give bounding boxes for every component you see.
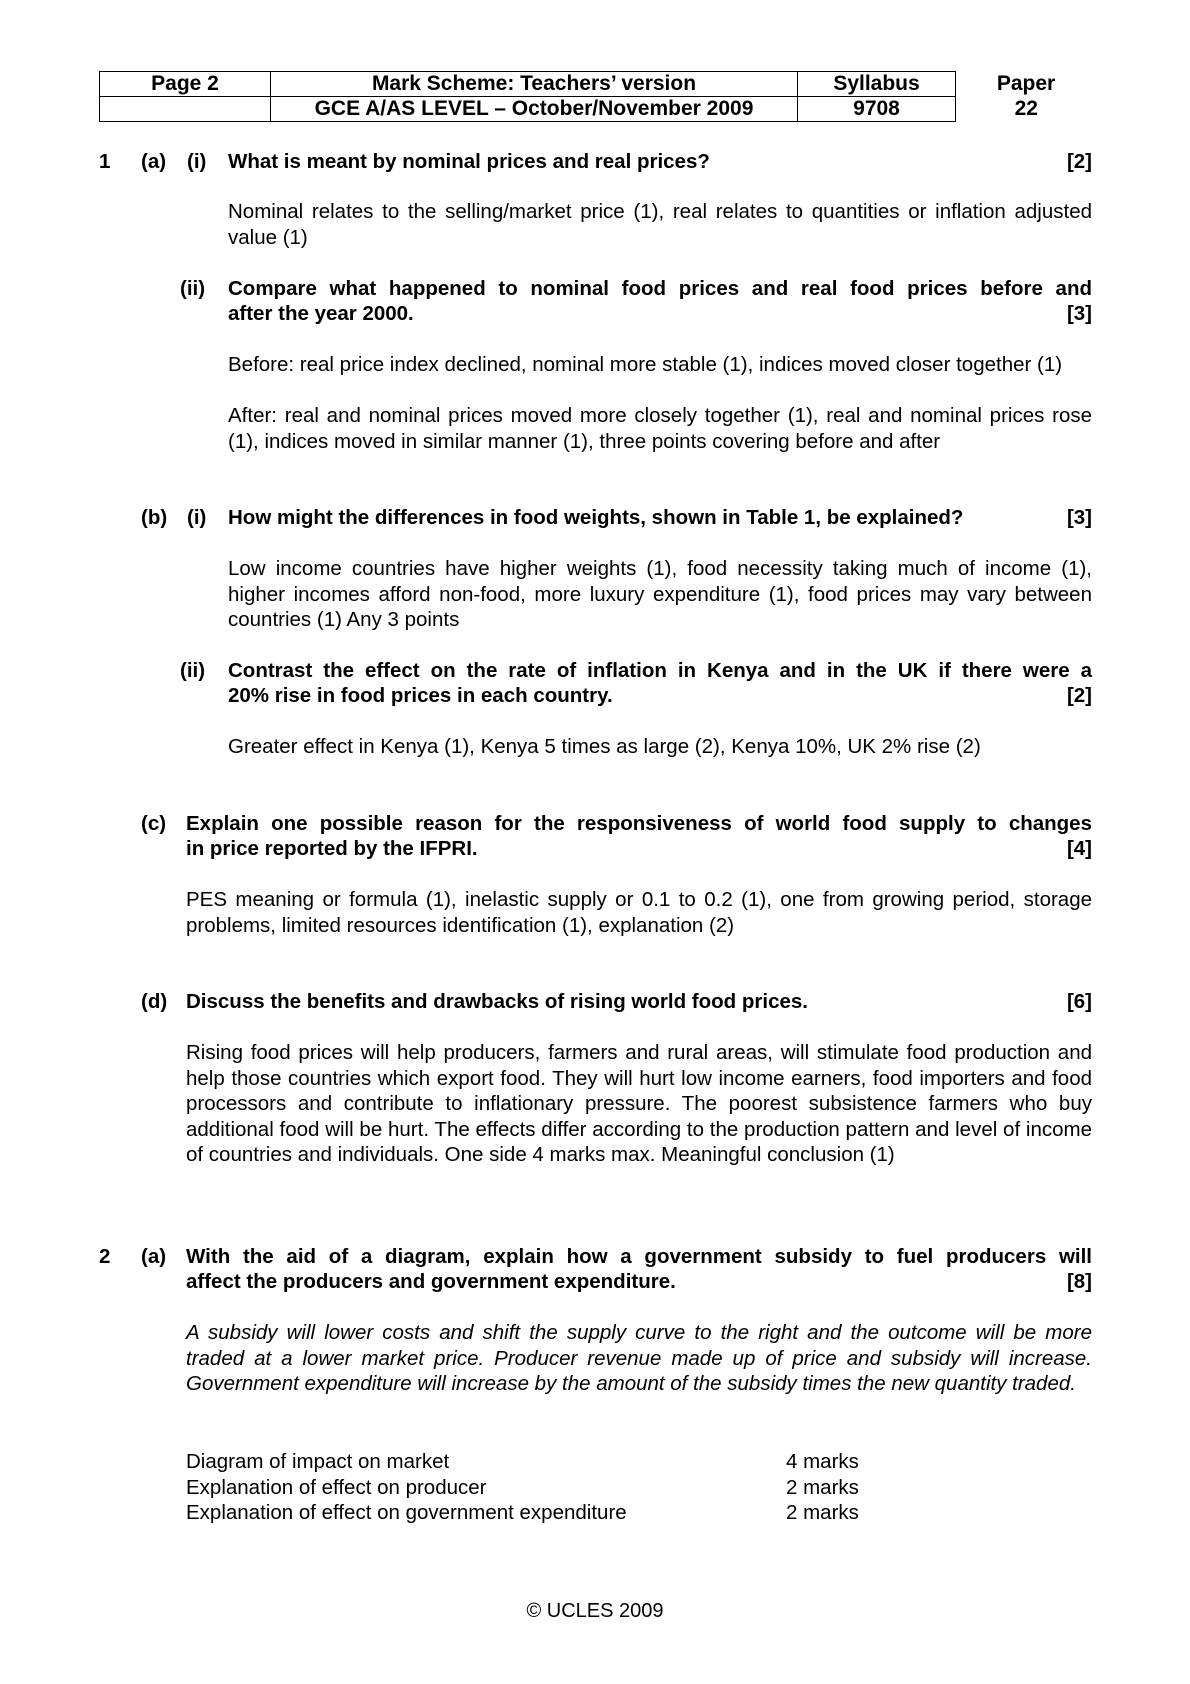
mark-allocation-marks: 2 marks [786,1501,859,1524]
q1d-label: (d) [141,990,168,1013]
q1ai-question: What is meant by nominal prices and real prices? [228,150,710,173]
footer-copyright: © UCLES 2009 [526,1600,664,1622]
q1bii-label: (ii) [180,659,206,682]
q1ai-answer: Nominal relates to the selling/market price (1), real relates to quantities or inflation adjusted value (1) [228,200,1092,249]
q2a-question-line1: With the aid of a diagram, explain how a government subsidy to fuel producers will [186,1245,1092,1268]
q1d-question: Discuss the benefits and drawbacks of rising world food prices. [186,990,808,1013]
q1bi-label: (i) [187,506,207,529]
mark-allocation-row [186,1449,859,1475]
q1c-marks: [4] [1066,837,1092,860]
header-title: Mark Scheme: Teachers’ version [271,72,798,97]
header-table [99,71,1097,122]
mark-allocation-table [186,1449,859,1526]
header-paper-number: 22 [1014,97,1038,120]
q1aii-answer-after: After: real and nominal prices moved more closely together (1), real and nominal prices rose (1), indices moved in similar manner (1), three points covering before and after [228,404,1092,453]
q1c-answer: PES meaning or formula (1), inelastic supply or 0.1 to 0.2 (1), one from growing period, storage problems, limited resources identification (1), explanation (2) [186,888,1092,937]
q1d-answer: Rising food prices will help producers, farmers and rural areas, will stimulate food production and help those countries which export food. They will hurt low income earners, food importers and food processors and contribute to inflationary pressure. The poorest subsistence farmers who buy additional food will be hurt. The effects differ according to the production pattern and level of income of countries and individuals. One side 4 marks max. Meaningful conclusion (1) [186,1041,1092,1166]
header-paper-label: Paper [996,72,1056,95]
q1bi-marks: [3] [1066,506,1092,529]
q2a-marks: [8] [1066,1270,1092,1293]
mark-allocation-item: Explanation of effect on producer [186,1475,487,1499]
header-syllabus-code: 9708 [798,97,956,122]
mark-allocation-row [186,1475,859,1501]
q1bii-question-line1: Contrast the effect on the rate of inflation in Kenya and in the UK if there were a [228,659,1092,682]
mark-allocation-item: Explanation of effect on government expenditure [186,1501,627,1524]
q1-number: 1 [99,150,111,173]
header-exam: GCE A/AS LEVEL – October/November 2009 [271,97,798,122]
header-empty-cell [100,97,271,122]
header-page: Page 2 [100,72,271,97]
mark-allocation-marks: 4 marks [786,1450,859,1473]
q1bii-marks: [2] [1066,684,1092,707]
mark-allocation-item: Diagram of impact on market [186,1450,450,1473]
q2a-label: (a) [141,1245,167,1268]
q2a-answer: A subsidy will lower costs and shift the supply curve to the right and the outcome will be more traded at a lower market price. Producer revenue made up of price and subsidy will increase. Government expenditure will increase by the amount of the subsidy times the new quantity traded. [186,1321,1092,1395]
mark-allocation-row [186,1500,859,1526]
q1aii-question-line1: Compare what happened to nominal food prices and real food prices before and [228,277,1092,300]
q1ai-label: (i) [187,150,207,173]
q1c-question-line1: Explain one possible reason for the responsiveness of world food supply to changes [186,812,1092,835]
mark-allocation-marks: 2 marks [786,1475,859,1499]
q1bii-question-line2: 20% rise in food prices in each country. [228,684,613,707]
q2a-question-line2: affect the producers and government expenditure. [186,1270,676,1293]
q1aii-marks: [3] [1066,302,1092,325]
q1b-label: (b) [141,506,168,529]
q1ai-marks: [2] [1066,150,1092,173]
q1aii-question-line2: after the year 2000. [228,302,414,325]
q1bi-answer: Low income countries have higher weights (1), food necessity taking much of income (1), higher incomes afford non-food, more luxury expenditure (1), food prices may vary between countries (1) Any 3 points [228,557,1092,631]
q1c-label: (c) [141,812,167,835]
q1a-label: (a) [141,150,167,173]
q2-number: 2 [99,1245,111,1268]
q1d-marks: [6] [1066,990,1092,1013]
q1aii-answer-before: Before: real price index declined, nominal more stable (1), indices moved closer together (1) [228,353,1063,376]
q1c-question-line2: in price reported by the IFPRI. [186,837,478,860]
q1bi-question: How might the differences in food weights, shown in Table 1, be explained? [228,506,964,529]
q1aii-label: (ii) [180,277,206,300]
header-syllabus-label: Syllabus [798,72,956,97]
q1bii-answer: Greater effect in Kenya (1), Kenya 5 times as large (2), Kenya 10%, UK 2% rise (2) [228,735,981,758]
